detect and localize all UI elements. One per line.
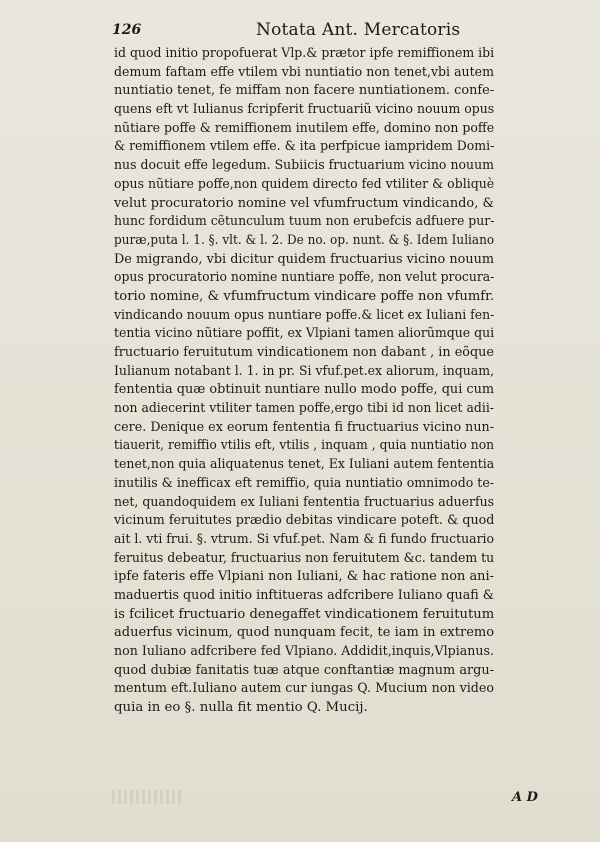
text-line: hunc fordidum cẽtunculum tuum non erubefcis adfuere pur- <box>114 214 495 230</box>
text-line: cere. Denique ex eorum fententia fi fructuarius vicino nun- <box>114 419 495 435</box>
text-line: maduertis quod initio inftitueras adfcribere Iuliano quafi & <box>114 587 495 603</box>
text-line: net, quandoquidem ex Iuliani fententia fructuarius aduerfus <box>114 494 495 510</box>
text-line: nũtiare poffe & remiffionem inutilem effe, domino non poffe <box>114 120 495 136</box>
text-line: fructuario feruitutum vindicationem non dabant , in eõque <box>114 345 494 360</box>
text-line: demum faftam effe vtilem vbi nuntiatio non tenet,vbi autem <box>114 64 494 80</box>
catchword: A D <box>512 790 538 805</box>
text-line: is fcilicet fructuario denegaffet vindicationem feruitutum <box>114 606 495 622</box>
text-line: tiauerit, remiffio vtilis eft, vtilis , inquam , quia nuntiatio non <box>114 438 495 454</box>
text-line: quens eft vt Iulianus fcripferit fructuariũ vicino nouum opus <box>114 102 495 118</box>
text-line: id quod initio propofuerat Vlp.& prætor ipfe remiffionem ibi <box>114 46 495 61</box>
text-line: vindicando nouum opus nuntiare poffe.& licet ex Iuliani fen- <box>114 307 495 323</box>
text-line: ait l. vti frui. §. vtrum. Si vfuf.pet. Nam & fi fundo fructuario <box>114 531 495 547</box>
text-line: non Iuliano adfcribere fed Vlpiano. Addidit,inquis,Vlpianus. <box>114 644 494 659</box>
text-line: opus procuratorio nomine nuntiare poffe, non velut procura- <box>114 270 495 286</box>
ink-bleed-smudge <box>112 790 182 804</box>
text-line: inutilis & inefficax eft remiffio, quia nuntiatio omnimodo te- <box>114 475 494 491</box>
text-line: puræ,puta l. 1. §. vlt. & l. 2. De no. op. nunt. & §. Idem Iuliano <box>114 232 495 248</box>
text-line: quod dubiæ fanitatis tuæ atque conftantiæ magnum argu- <box>114 662 494 678</box>
text-line: torio nomine, & vfumfructum vindicare poffe non vfumfr. <box>114 288 495 304</box>
text-line: nus docuit effe legedum. Subiicis fructuarium vicino nouum <box>114 158 495 174</box>
text-line: quia in eo §. nulla fit mentio Q. Mucij. <box>114 700 368 716</box>
text-line: De migrando, vbi dicitur quidem fructuarius vicino nouum <box>114 251 495 267</box>
text-line: Iulianum notabant l. 1. in pr. Si vfuf.pet.ex aliorum, inquam, <box>114 363 495 379</box>
text-line: tenet,non quia aliquatenus tenet, Ex Iuliani autem fententia <box>114 457 495 473</box>
body-text <box>114 45 494 718</box>
text-line: non adiecerint vtiliter tamen poffe,ergo tibi id non licet adii- <box>114 401 495 417</box>
text-line: feruitus debeatur, fructuarius non feruitutem &c. tandem tu <box>114 550 495 566</box>
text-line: nuntiatio tenet, fe miffam non facere nuntiationem. confe- <box>114 83 495 99</box>
text-line: mentum eft.Iuliano autem cur iungas Q. Mucium non video <box>114 681 495 697</box>
page-number: 126 <box>112 22 142 38</box>
text-line: & remiffionem vtilem effe. & ita perfpicue iampridem Domi- <box>114 139 495 155</box>
page-header <box>112 20 472 44</box>
text-line: opus nũtiare poffe,non quidem directo fed vtiliter & obliquè <box>114 176 495 192</box>
text-line: tentia vicino nũtiare poffit, ex Vlpiani tamen aliorũmque qui <box>114 326 495 342</box>
text-line: fententia quæ obtinuit nuntiare nullo modo poffe, qui cum <box>114 382 495 398</box>
text-line: ipfe fateris effe Vlpiani non Iuliani, & hac ratione non ani- <box>114 569 495 585</box>
text-line: velut procuratorio nomine vel vfumfructum vindicando, & <box>114 195 495 211</box>
running-title: Notata Ant. Mercatoris <box>256 20 461 40</box>
text-line: aduerfus vicinum, quod nunquam fecit, te iam in extremo <box>114 625 495 641</box>
text-line: vicinum feruitutes prædio debitas vindicare poteft. & quod <box>114 513 495 529</box>
